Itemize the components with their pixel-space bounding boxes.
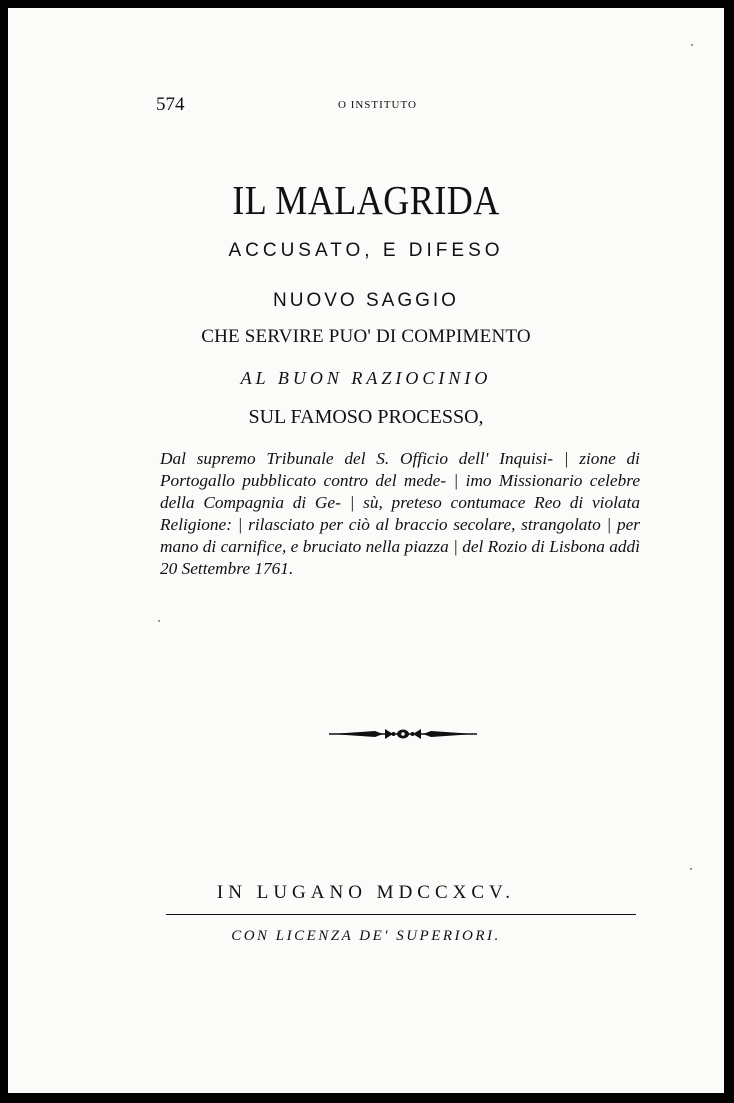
paper-speck (691, 44, 693, 46)
license-line: CON LICENZA DE' SUPERIORI. (231, 928, 501, 944)
imprint-line: IN LUGANO MDCCXCV. (216, 882, 516, 903)
subtitle-processo: SUL FAMOSO PROCESSO, (248, 406, 484, 428)
paper-speck (690, 868, 692, 870)
document-page (8, 8, 724, 1093)
running-header (8, 94, 724, 124)
book-title: IL MALAGRIDA (232, 177, 500, 223)
subtitle-compimento: CHE SERVIRE PUO' DI COMPIMENTO (201, 326, 531, 347)
paper-speck (158, 620, 160, 622)
subtitle-nuovo-saggio: NUOVO SAGGIO (273, 290, 459, 311)
page-number: 574 (156, 94, 185, 115)
fleuron-ornament-icon (323, 724, 483, 744)
running-title: O INSTITUTO (338, 99, 417, 111)
subtitle-accusato: ACCUSATO, E DIFESO (228, 240, 504, 261)
divider-rule (166, 914, 636, 915)
subtitle-raziocinio: AL BUON RAZIOCINIO (240, 368, 492, 388)
description-paragraph: Dal supremo Tribunale del S. Officio dell' Inquisi- | zione di Portogallo pubblicato contro del mede- | imo Missionario celebre della Compagnia di Ge- | sù, preteso contumace Reo di violata Religione: | rilasciato per ciò al braccio secolare, strangolato | per mano di carnifice, e bruciato nella piazza | del Rozio di Lisbona addì 20 Settembre 1761. (160, 449, 640, 578)
